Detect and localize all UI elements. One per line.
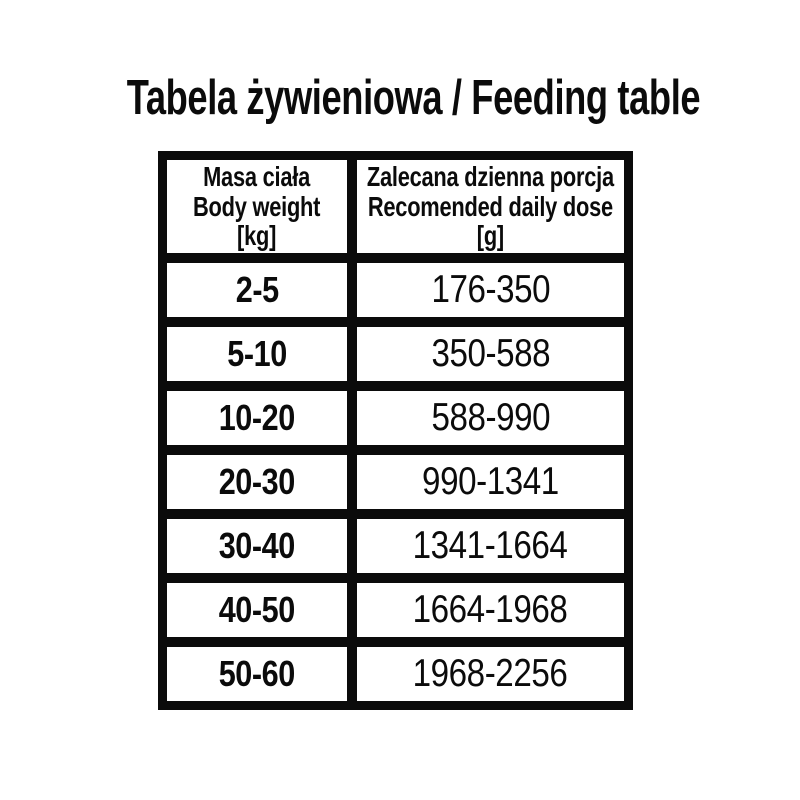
header-cell-daily-dose [357, 160, 624, 253]
weight-value: 50-60 [218, 653, 296, 694]
weight-value: 2-5 [235, 269, 279, 310]
table-row-0-dose-cell [357, 263, 624, 317]
weight-value: 10-20 [218, 397, 296, 438]
dose-value: 1341-1664 [413, 524, 568, 567]
header-body-weight-stack [193, 162, 320, 251]
page-title-text: Tabela żywieniowa / Feeding table [126, 71, 701, 125]
header-body-weight-pl: Masa ciała [203, 161, 311, 193]
table-row-3-dose-cell [357, 455, 624, 509]
header-daily-dose-stack [367, 162, 614, 251]
header-daily-dose-pl: Zalecana dzienna porcja [366, 161, 615, 193]
weight-value: 5-10 [227, 333, 287, 374]
dose-value: 1968-2256 [413, 652, 568, 695]
dose-value: 990-1341 [422, 460, 559, 503]
table-row-6-dose-cell [357, 647, 624, 701]
table-row-4-dose-cell [357, 519, 624, 573]
table-row-2-dose-cell [357, 391, 624, 445]
weight-value: 40-50 [218, 589, 296, 630]
table-row-4-weight-cell [167, 519, 347, 573]
dose-value: 588-990 [431, 396, 550, 439]
table-row-1-weight-cell [167, 327, 347, 381]
table-row-2-weight-cell [167, 391, 347, 445]
table-row-5-weight-cell [167, 583, 347, 637]
header-body-weight-en: Body weight [193, 190, 321, 222]
header-daily-dose-unit: [g] [476, 220, 505, 252]
weight-value: 20-30 [218, 461, 296, 502]
dose-value: 350-588 [431, 332, 550, 375]
table-row-5-dose-cell [357, 583, 624, 637]
table-row-6-weight-cell [167, 647, 347, 701]
header-body-weight-unit: [kg] [237, 220, 277, 252]
table-row-3-weight-cell [167, 455, 347, 509]
feeding-table [158, 151, 633, 710]
header-cell-body-weight [167, 160, 347, 253]
dose-value: 176-350 [431, 268, 550, 311]
page-title [0, 72, 800, 124]
weight-value: 30-40 [218, 525, 296, 566]
dose-value: 1664-1968 [413, 588, 568, 631]
table-row-1-dose-cell [357, 327, 624, 381]
table-row-0-weight-cell [167, 263, 347, 317]
header-daily-dose-en: Recomended daily dose [367, 190, 614, 222]
